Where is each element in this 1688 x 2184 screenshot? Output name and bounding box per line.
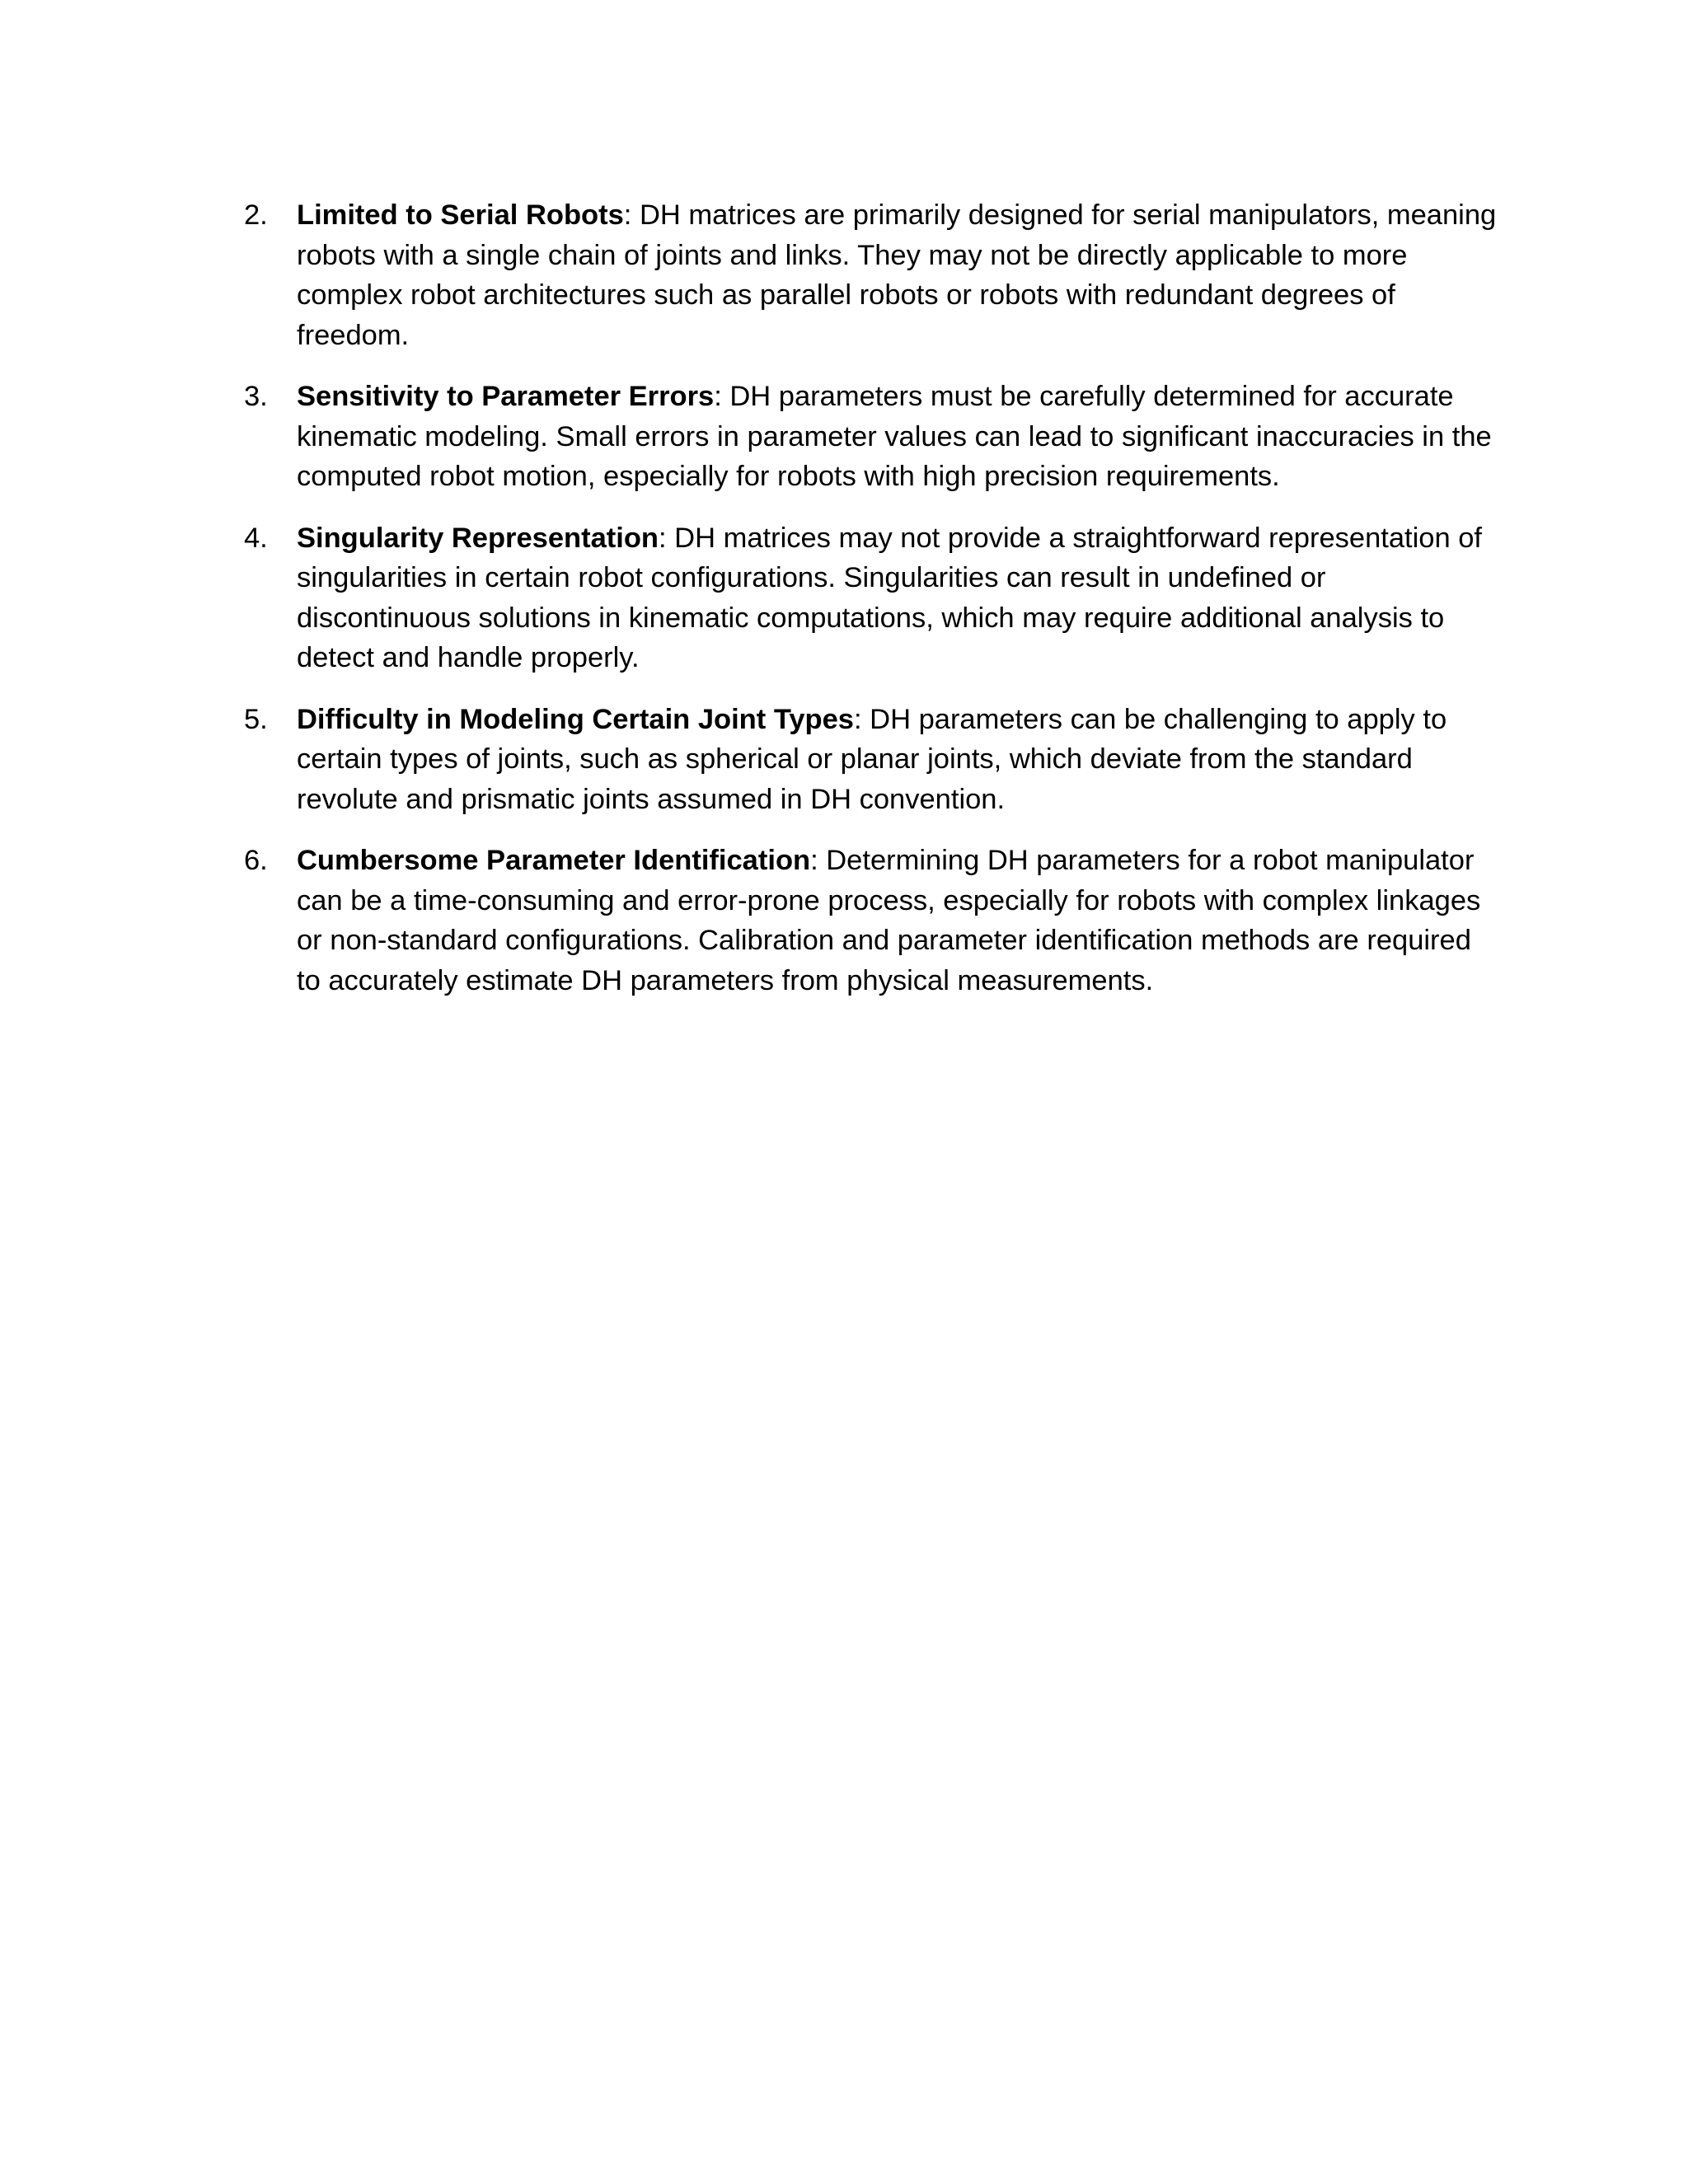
list-item-number: 3. bbox=[244, 381, 268, 412]
list-item-description: : DH matrices may not provide a straightforward representation of singularities in certain robot configurations. Singularities can result in undefined or discontinuous solutions in kinematic computations, which may require additional analysis to detect and handle properly. bbox=[297, 522, 1483, 673]
list-item bbox=[244, 518, 1497, 678]
list-item-text bbox=[297, 195, 1497, 355]
list-item-number: 2. bbox=[244, 199, 268, 231]
list-item-number: 5. bbox=[244, 703, 268, 735]
list-item bbox=[244, 377, 1497, 497]
list-item-text bbox=[297, 841, 1497, 1001]
list-item-description: : DH parameters can be challenging to apply to certain types of joints, such as spherical or planar joints, which deviate from the standard revolute and prismatic joints assumed in DH convention. bbox=[297, 703, 1447, 815]
limitations-list bbox=[244, 195, 1497, 1022]
list-item-term: Limited to Serial Robots bbox=[297, 199, 624, 231]
list-item-term: Cumbersome Parameter Identification bbox=[297, 845, 811, 876]
list-item-text bbox=[297, 700, 1497, 820]
list-item-term: Difficulty in Modeling Certain Joint Types bbox=[297, 703, 854, 735]
list-item-description: : DH parameters must be carefully determined for accurate kinematic modeling. Small errors in parameter values can lead to significant inaccuracies in the computed robot motion, especially for robots with high precision requirements. bbox=[297, 381, 1492, 492]
list-item-number: 6. bbox=[244, 845, 268, 876]
list-item-text bbox=[297, 377, 1497, 497]
list-item-number: 4. bbox=[244, 522, 268, 554]
list-item bbox=[244, 700, 1497, 820]
list-item bbox=[244, 195, 1497, 355]
list-item-term: Singularity Representation bbox=[297, 522, 659, 554]
list-item-term: Sensitivity to Parameter Errors bbox=[297, 381, 715, 412]
list-item bbox=[244, 841, 1497, 1001]
list-item-text bbox=[297, 518, 1497, 678]
list-item-description: : DH matrices are primarily designed for serial manipulators, meaning robots with a single chain of joints and links. They may not be directly applicable to more complex robot architectures such as parallel robots or robots with redundant degrees of freedom. bbox=[297, 199, 1497, 351]
list-item-description: : Determining DH parameters for a robot manipulator can be a time-consuming and error-prone process, especially for robots with complex linkages or non-standard configurations. Calibration and parameter identification methods are required to accurately estimate DH parameters from physical measurements. bbox=[297, 845, 1481, 996]
